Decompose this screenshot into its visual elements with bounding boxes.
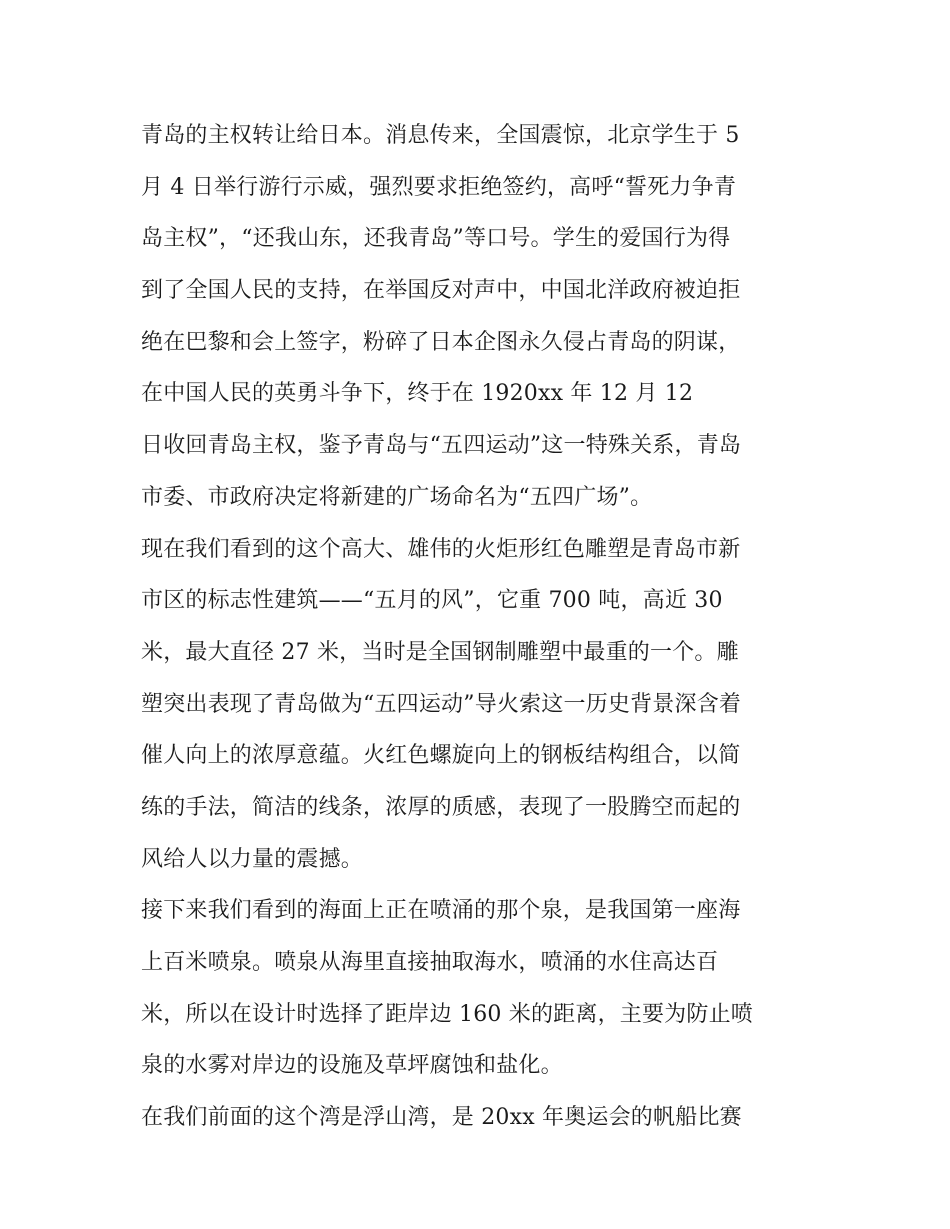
text-line: 月 4 日举行游行示威，强烈要求拒绝签约，高呼“誓死力争青 [141,174,737,200]
text-line: 到了全国人民的支持，在举国反对声中，中国北洋政府被迫拒 [141,278,741,304]
text-line: 在我们前面的这个湾是浮山湾，是 20xx 年奥运会的帆船比赛 [141,1105,742,1131]
text-line: 在中国人民的英勇斗争下，终于在 1920xx 年 12 月 12 [141,381,694,407]
text-line: 市区的标志性建筑——“五月的风”，它重 700 吨，高近 30 [141,588,723,614]
text-line: 现在我们看到的这个高大、雄伟的火炬形红色雕塑是青岛市新 [141,536,741,562]
text-line: 催人向上的浓厚意蕴。火红色螺旋向上的钢板结构组合，以简 [141,743,741,769]
text-line: 接下来我们看到的海面上正在喷涌的那个泉，是我国第一座海 [141,898,741,924]
text-line: 绝在巴黎和会上签字，粉碎了日本企图永久侵占青岛的阴谋， [141,329,741,355]
text-line: 市委、市政府决定将新建的广场命名为“五四广场”。 [141,484,653,510]
text-line: 米，最大直径 27 米，当时是全国钢制雕塑中最重的一个。雕 [141,639,739,665]
text-line: 塑突出表现了青岛做为“五四运动”导火索这一历史背景深含着 [141,691,742,717]
text-line: 日收回青岛主权，鉴予青岛与“五四运动”这一特殊关系，青岛 [141,433,742,459]
body-text [141,110,821,1144]
text-line: 米，所以在设计时选择了距岸边 160 米的距离，主要为防止喷 [141,1001,753,1027]
text-line: 上百米喷泉。喷泉从海里直接抽取海水，喷涌的水住高达百 [141,950,719,975]
text-line: 练的手法，简洁的线条，浓厚的质感，表现了一股腾空而起的 [141,794,741,820]
text-line: 泉的水雾对岸边的设施及草坪腐蚀和盐化。 [141,1053,563,1079]
text-line: 岛主权”，“还我山东，还我青岛”等口号。学生的爱国行为得 [141,226,731,252]
text-line: 风给人以力量的震撼。 [141,846,364,872]
text-line: 青岛的主权转让给日本。消息传来，全国震惊，北京学生于 5 [141,123,740,148]
